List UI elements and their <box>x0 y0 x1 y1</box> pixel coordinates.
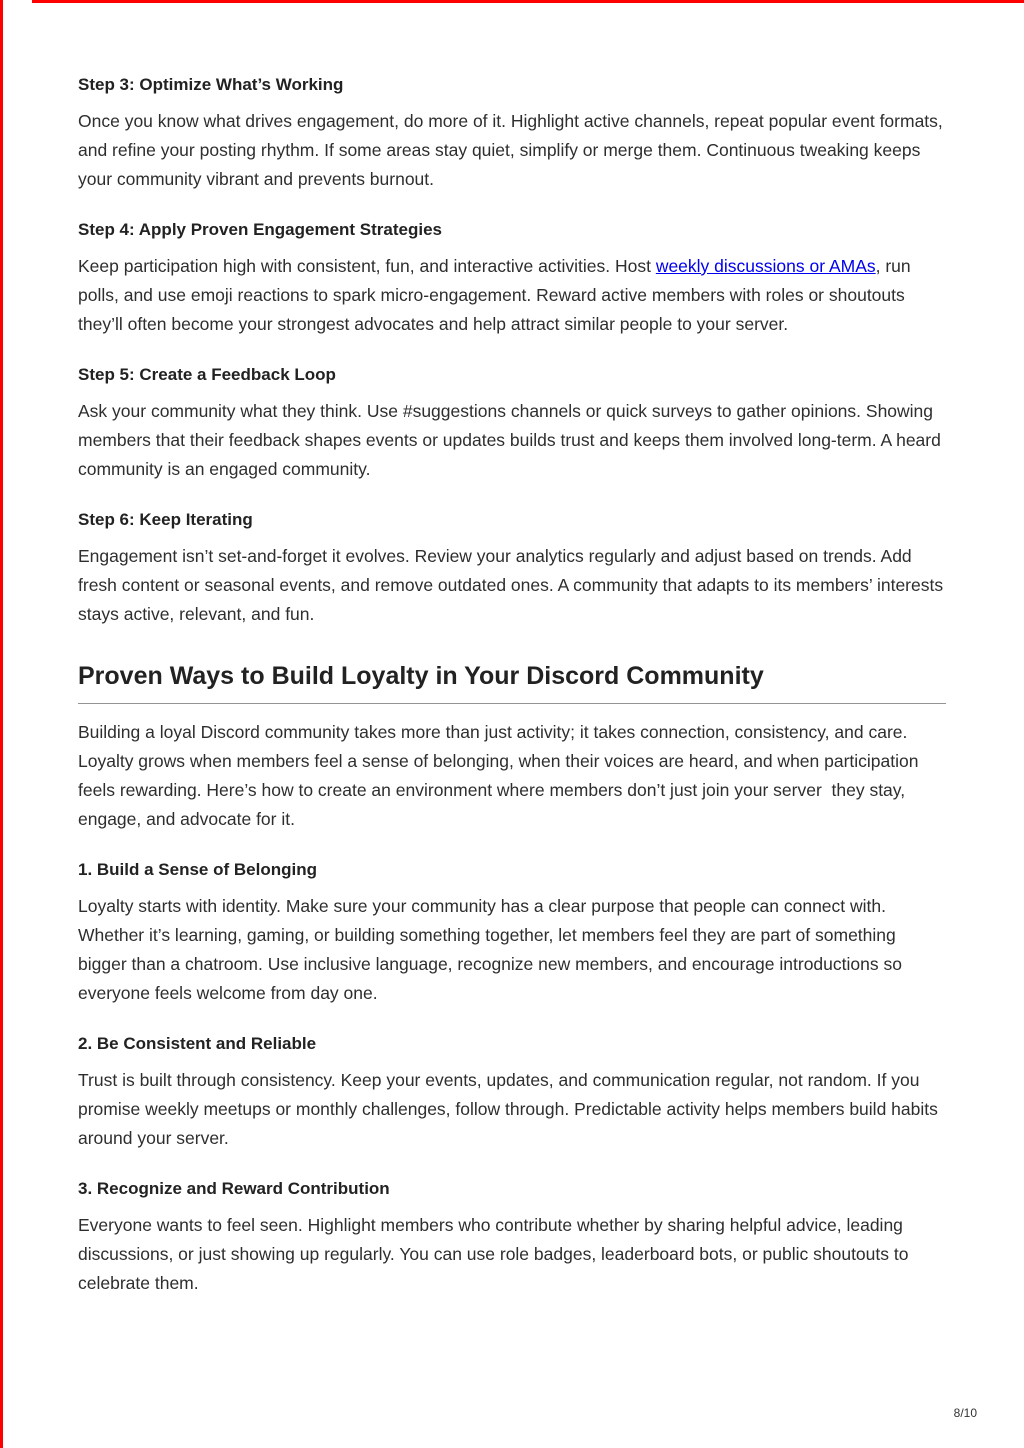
subsection-paragraph-reward: Everyone wants to feel seen. Highlight members who contribute whether by sharing helpful advice, leading discussions, or just showing up regularly. You can use role badges, leaderboard bots, or public shoutouts to celebrate them. <box>78 1215 914 1293</box>
section-heading-step-6: Step 6: Keep Iterating <box>78 510 253 529</box>
page-number: 8/10 <box>953 1406 977 1420</box>
loyalty-intro-paragraph: Building a loyal Discord community takes more than just activity; it takes connection, consistency, and care. Loyalty grows when members feel a sense of belonging, when their voices are heard, and when participation feels rewarding. Here’s how to create an environment where members don’t just join your server they stay, engage, and advocate for it. <box>78 722 924 829</box>
section-heading-step-3: Step 3: Optimize What’s Working <box>78 75 344 94</box>
capture-edge-line-left <box>0 0 3 1448</box>
paragraph-text-before-link: Keep participation high with consistent, fun, and interactive activities. Host <box>78 256 656 276</box>
section-paragraph-step-6: Engagement isn’t set-and-forget it evolves. Review your analytics regularly and adjust based on trends. Add fresh content or seasonal events, and remove outdated ones. A community that adapts to its members’ interests stays active, relevant, and fun. <box>78 546 948 624</box>
subsection-heading-consistent: 2. Be Consistent and Reliable <box>78 1034 317 1053</box>
subsection-heading-belonging: 1. Build a Sense of Belonging <box>78 860 317 879</box>
section-heading-step-4: Step 4: Apply Proven Engagement Strategies <box>78 220 443 239</box>
paragraph-text-after-link: , run polls, and use emoji reactions to spark micro-engagement. Reward active members with roles or shoutouts they’ll often become your strongest advocates and help attract similar people to your server. <box>78 256 916 334</box>
subsection-paragraph-consistent: Trust is built through consistency. Keep your events, updates, and communication regular, not random. If you promise weekly meetups or monthly challenges, follow through. Predictable activity helps members build habits around your server. <box>78 1070 943 1148</box>
subsection-heading-reward: 3. Recognize and Reward Contribution <box>78 1179 390 1198</box>
section-paragraph-step-3: Once you know what drives engagement, do more of it. Highlight active channels, repeat popular event formats, and refine your posting rhythm. If some areas stay quiet, simplify or merge them. Continuous tweaking keeps your community vibrant and prevents burnout. <box>78 111 948 189</box>
weekly-discussions-link[interactable]: weekly discussions or AMAs <box>655 256 876 276</box>
section-paragraph-step-5: Ask your community what they think. Use #suggestions channels or quick surveys to gather opinions. Showing members that their feedback shapes events or updates builds trust and keeps them involved long-term. A heard community is an engaged community. <box>78 401 946 479</box>
section-paragraph-step-4 <box>78 252 946 339</box>
section-heading-step-5: Step 5: Create a Feedback Loop <box>78 365 336 384</box>
loyalty-section-title: Proven Ways to Build Loyalty in Your Discord Community <box>78 661 946 704</box>
subsection-paragraph-belonging: Loyalty starts with identity. Make sure your community has a clear purpose that people can connect with. Whether it’s learning, gaming, or building something together, let members feel they are part of something bigger than a chatroom. Use inclusive language, recognize new members, and encourage introductions so everyone feels welcome from day one. <box>78 896 907 1003</box>
capture-edge-line-top <box>32 0 1024 3</box>
